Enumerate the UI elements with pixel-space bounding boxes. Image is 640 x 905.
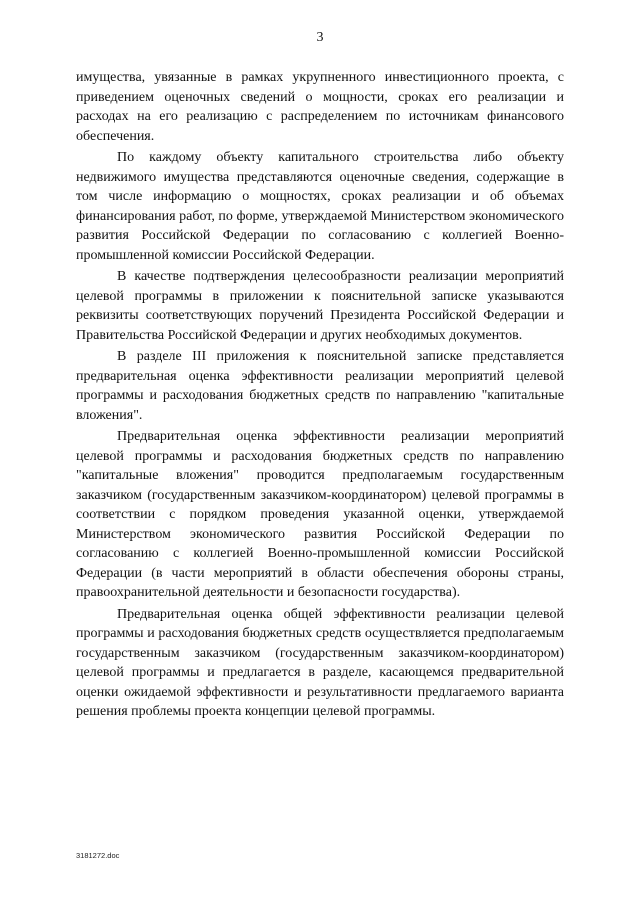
paragraph-1: имущества, увязанные в рамках укрупненного инвестиционного проекта, с приведением оценочных сведений о мощности, сроках его реализации и расходах на его реализацию с распределением по источникам финансового обеспечения. (76, 70, 564, 144)
paragraph-3: В качестве подтверждения целесообразности реализации мероприятий целевой программы в приложении к пояснительной записке указываются реквизиты соответствующих поручений Президента Российской Федерации и Правительства Российской Федерации и других необходимых документов. (76, 269, 564, 343)
paragraph-4: В разделе III приложения к пояснительной записке представляется предварительная оценка эффективности реализации мероприятий целевой программы и расходования бюджетных средств по направлению "капитальные вложения". (76, 349, 564, 423)
paragraph-5: Предварительная оценка эффективности реализации мероприятий целевой программы и расходования бюджетных средств по направлению "капитальные вложения" проводится предполагаемым государственным заказчиком (государственным заказчиком-координатором) целевой программы в соответствии с порядком проведения указанной оценки, утверждаемой Министерством экономического развития Российской Федерации по согласованию с коллегией Военно-промышленной комиссии Российской Федерации (в части мероприятий в области обеспечения обороны страны, правоохранительной деятельности и безопасности государства). (76, 429, 564, 600)
paragraph-6: Предварительная оценка общей эффективности реализации целевой программы и расходования бюджетных средств осуществляется предполагаемым государственным заказчиком (государственным заказчиком-координатором) целевой программы и предлагается в разделе, касающемся предварительной оценки ожидаемой эффективности и результативности предлагаемого варианта решения проблемы проекта концепции целевой программы. (76, 606, 564, 719)
paragraph-2: По каждому объекту капитального строительства либо объекту недвижимого имущества представляются оценочные сведения, содержащие в том числе информацию о мощностях, сроках реализации и об объемах финансирования работ, по форме, утверждаемой Министерством экономического развития Российской Федерации по согласованию с коллегией Военно-промышленной комиссии Российской Федерации. (76, 150, 564, 263)
file-name-footer: 3181272.doc (76, 851, 120, 860)
page-number: 3 (316, 30, 324, 45)
document-body (76, 68, 564, 724)
